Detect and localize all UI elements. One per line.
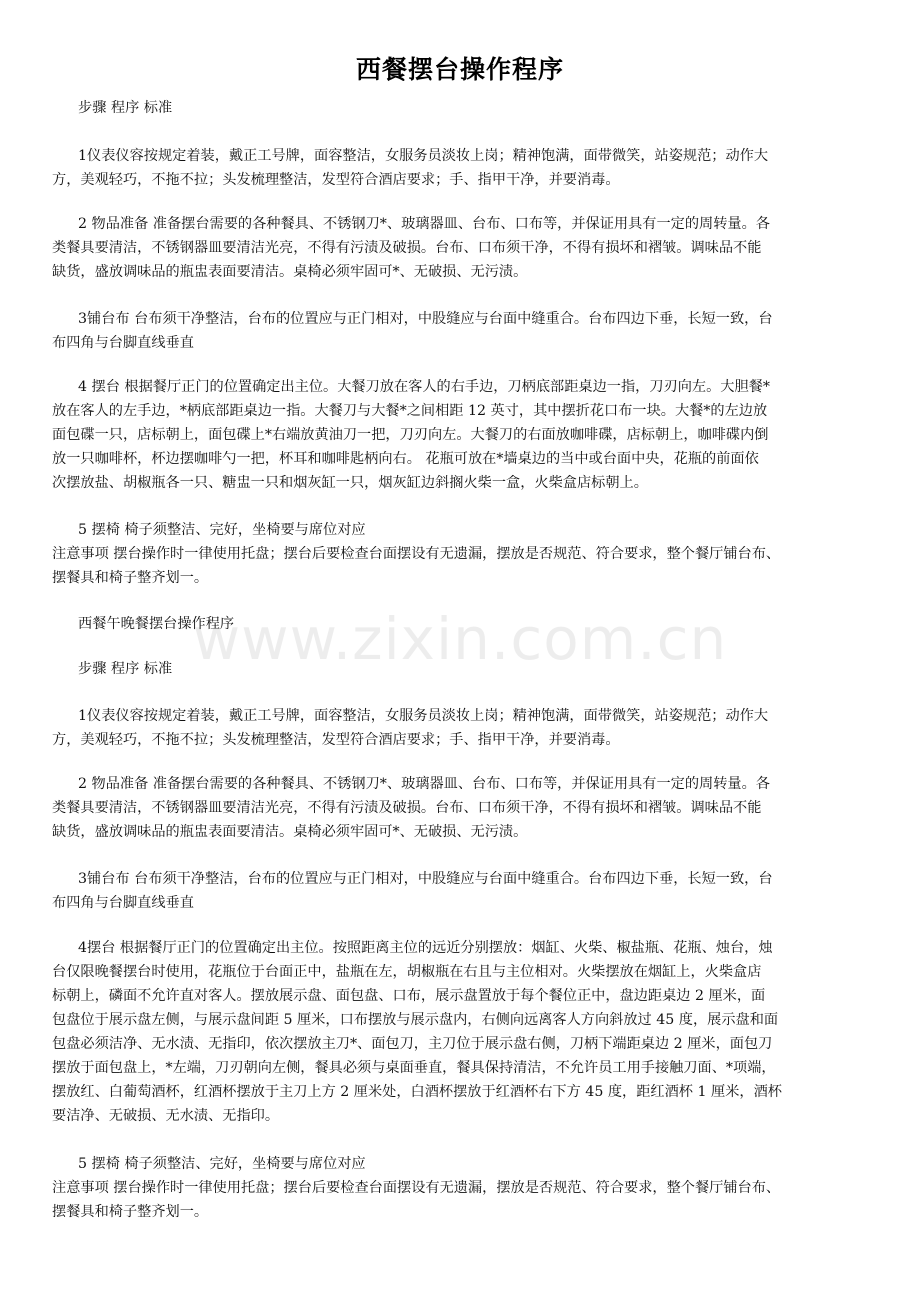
text-line: 摆餐具和椅子整齐划一。: [52, 1204, 209, 1220]
text-line: 次摆放盐、胡椒瓶各一只、糖盅一只和烟灰缸一只，烟灰缸边斜搁火柴一盒，火柴盒店标朝上。: [52, 475, 648, 491]
section-1-paragraph-1: [52, 144, 874, 192]
text-line: 台仅限晚餐摆台时使用，花瓶位于台面正中，盐瓶在左，胡椒瓶在右且与主位相对。火柴摆放在烟缸上，火柴盒店: [52, 964, 762, 980]
section-1-paragraph-5: 5 摆椅 椅子须整洁、完好，坐椅要与席位对应: [78, 522, 366, 538]
text-line: 摆餐具和椅子整齐划一。: [52, 570, 209, 586]
text-line: 类餐具要清洁，不锈钢器皿要清洁光亮，不得有污渍及破损。台布、口布须干净，不得有损坏和褶皱。调味品不能: [52, 800, 762, 816]
watermark: www.zixin.com.cn: [192, 605, 728, 673]
section-2-paragraph-5: 5 摆椅 椅子须整洁、完好，坐椅要与席位对应: [78, 1156, 366, 1172]
text-line: 方，美观轻巧，不拖不拉；头发梳理整洁，发型符合酒店要求；手、指甲干净，并要消毒。: [52, 732, 620, 748]
section-1-header: 步骤 程序 标准: [78, 100, 173, 116]
section-2-paragraph-3: [52, 867, 874, 915]
section-2-header: 步骤 程序 标准: [78, 661, 173, 677]
text-line: 放一只咖啡杯，杯边摆咖啡勺一把，杯耳和咖啡匙柄向右。 花瓶可放在*墙桌边的当中或台面中央，花瓶的前面依: [52, 451, 759, 467]
text-line: 类餐具要清洁，不锈钢器皿要清洁光亮，不得有污渍及破损。台布、口布须干净，不得有损坏和褶皱。调味品不能: [52, 240, 762, 256]
text-line: 3铺台布 台布须干净整洁，台布的位置应与正门相对，中股缝应与台面中缝重合。台布四边下垂，长短一致，台: [78, 311, 773, 327]
text-line: 标朝上，磷面不允许直对客人。摆放展示盘、面包盘、口布，展示盘置放于每个餐位正中，盘边距桌边 2 厘米，面: [52, 988, 766, 1004]
text-line: 1仪表仪容按规定着装，戴正工号牌，面容整洁，女服务员淡妆上岗；精神饱满，面带微笑，站姿规范；动作大: [78, 708, 769, 724]
text-line: 3铺台布 台布须干净整洁，台布的位置应与正门相对，中股缝应与台面中缝重合。台布四边下垂，长短一致，台: [78, 871, 773, 887]
text-line: 方，美观轻巧，不拖不拉；头发梳理整洁，发型符合酒店要求；手、指甲干净，并要消毒。: [52, 172, 620, 188]
text-line: 1仪表仪容按规定着装，戴正工号牌，面容整洁，女服务员淡妆上岗；精神饱满，面带微笑，站姿规范；动作大: [78, 148, 769, 164]
section-1-paragraph-3: [52, 307, 874, 355]
section-2-subtitle: 西餐午晚餐摆台操作程序: [78, 616, 235, 632]
section-2-paragraph-4: [52, 936, 874, 1128]
section-2-paragraph-1: [52, 704, 874, 752]
text-line: 面包碟一只，店标朝上，面包碟上*右端放黄油刀一把，刀刃向左。大餐刀的右面放咖啡碟，店标朝上，咖啡碟内倒: [52, 427, 769, 443]
section-2-note: [52, 1176, 874, 1224]
text-line: 布四角与台脚直线垂直: [52, 335, 194, 351]
text-line: 4摆台 根据餐厅正门的位置确定出主位。按照距离主位的远近分别摆放：烟缸、火柴、椒盐瓶、花瓶、烛台，烛: [78, 940, 773, 956]
section-2-paragraph-2: [52, 772, 874, 844]
text-line: 布四角与台脚直线垂直: [52, 895, 194, 911]
text-line: 4 摆台 根据餐厅正门的位置确定出主位。大餐刀放在客人的右手边，刀柄底部距桌边一指，刀刃向左。大胆餐*: [78, 379, 770, 395]
text-line: 放在客人的左手边，*柄底部距桌边一指。大餐刀与大餐*之间相距 12 英寸，其中摆折花口布一块。大餐*的左边放: [52, 403, 768, 419]
text-line: 摆放红、白葡萄酒杯，红酒杯摆放于主刀上方 2 厘米处，白酒杯摆放于红酒杯右下方 45 度，距红酒杯 1 厘米，酒杯: [52, 1084, 782, 1100]
text-line: 注意事项 摆台操作时一律使用托盘；摆台后要检查台面摆设有无遗漏，摆放是否规范、符合要求，整个餐厅铺台布、: [52, 546, 781, 562]
section-1-paragraph-4: [52, 375, 874, 495]
text-line: 缺货，盛放调味品的瓶盅表面要清洁。桌椅必须牢固可*、无破损、无污渍。: [52, 824, 528, 840]
text-line: 包盘位于展示盘左侧，与展示盘间距 5 厘米，口布摆放与展示盘内，右侧向远离客人方向斜放过 45 度，展示盘和面: [52, 1012, 779, 1028]
section-1-note: [52, 542, 874, 590]
text-line: 要洁净、无破损、无水渍、无指印。: [52, 1108, 280, 1124]
text-line: 包盘必须洁净、无水渍、无指印，依次摆放主刀*、面包刀，主刀位于展示盘右侧，刀柄下端距桌边 2 厘米，面包刀: [52, 1036, 773, 1052]
text-line: 注意事项 摆台操作时一律使用托盘；摆台后要检查台面摆设有无遗漏，摆放是否规范、符合要求，整个餐厅铺台布、: [52, 1180, 781, 1196]
text-line: 摆放于面包盘上，*左端，刀刃朝向左侧，餐具必须与桌面垂直，餐具保持清洁，不允许员工用手接触刀面、*项端，: [52, 1060, 776, 1076]
document-title: 西餐摆台操作程序: [355, 55, 564, 84]
text-line: 2 物品准备 准备摆台需要的各种餐具、不锈钢刀*、玻璃器皿、台布、口布等，并保证用具有一定的周转量。各: [78, 216, 770, 232]
text-line: 缺货，盛放调味品的瓶盅表面要清洁。桌椅必须牢固可*、无破损、无污渍。: [52, 264, 528, 280]
section-1-paragraph-2: [52, 212, 874, 284]
text-line: 2 物品准备 准备摆台需要的各种餐具、不锈钢刀*、玻璃器皿、台布、口布等，并保证用具有一定的周转量。各: [78, 776, 770, 792]
